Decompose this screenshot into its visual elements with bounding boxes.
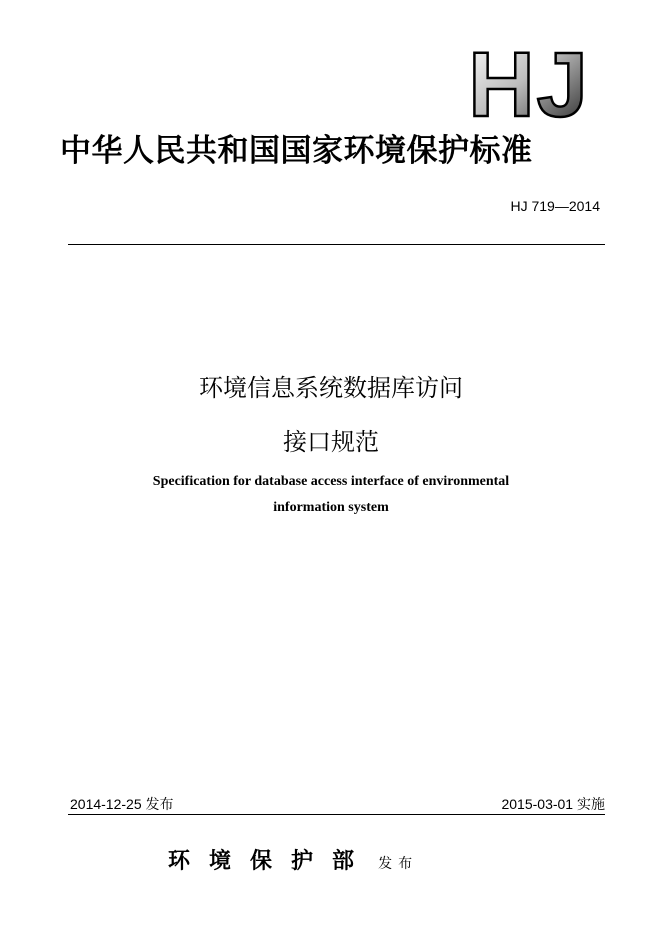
divider-bottom xyxy=(68,814,605,815)
standard-name: 中华人民共和国国家环境保护标准 xyxy=(60,133,533,169)
title-zh-line2: 接口规范 xyxy=(283,428,379,456)
issuer xyxy=(168,844,418,875)
title-en-line2: information system xyxy=(273,500,389,515)
standard-number: HJ 719—2014 xyxy=(510,198,600,214)
title-en-line1: Specification for database access interface of environmental xyxy=(152,474,510,489)
issuer-suffix: 发布 xyxy=(378,856,419,872)
title-zh-line1: 环境信息系统数据库访问 xyxy=(199,374,463,402)
issue-date: 2014-12-25 发布 xyxy=(70,796,174,812)
hj-logo-text: HJ xyxy=(468,44,590,122)
hj-logo xyxy=(454,44,604,122)
issuer-name: 环境保护部 xyxy=(168,848,374,874)
divider-top xyxy=(68,244,605,245)
implementation-date: 2015-03-01 实施 xyxy=(501,796,605,812)
